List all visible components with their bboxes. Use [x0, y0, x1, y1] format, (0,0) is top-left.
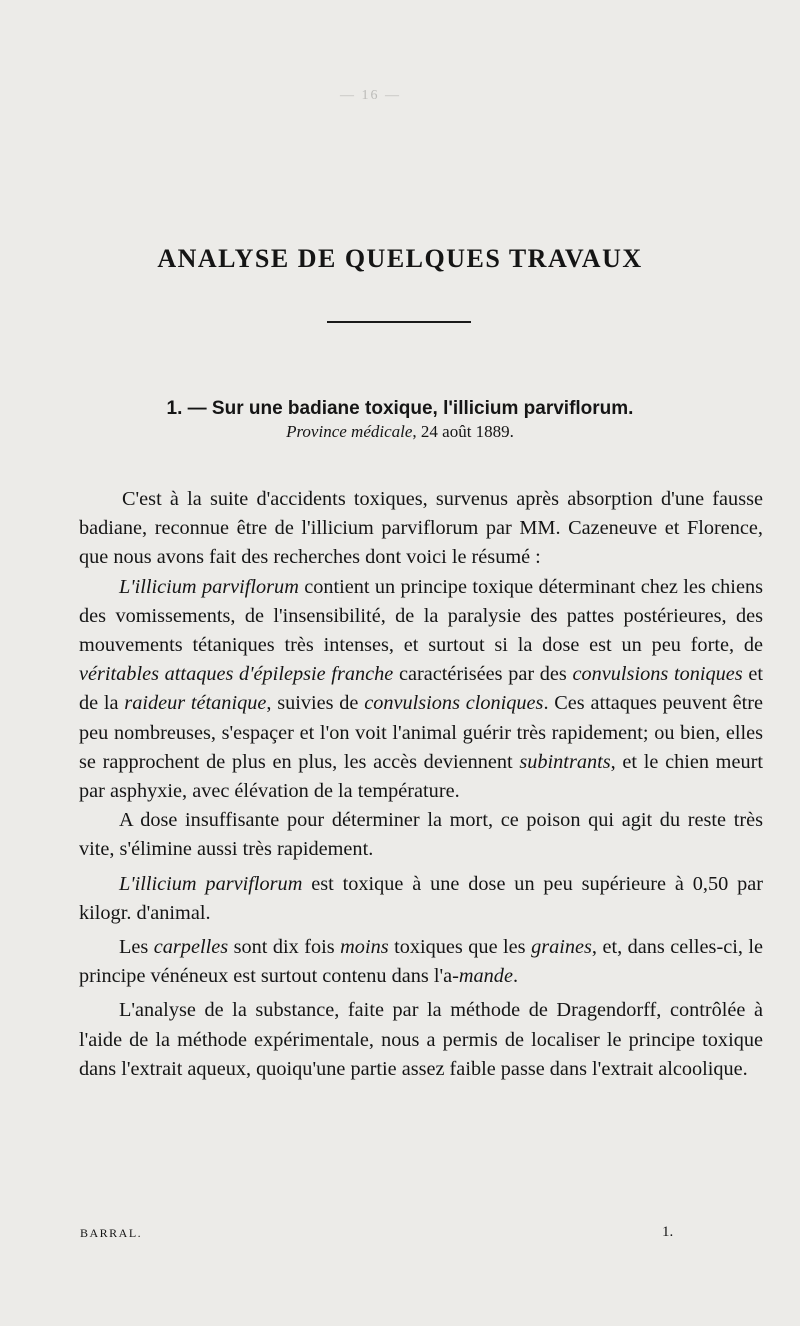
text-run: , suivies de: [266, 692, 365, 715]
text-run: contient un principe toxique déterminant chez les chiens des vomissements, de l'insensibilité, de la paralysie des pattes postérieures, des mouvements tétaniques très intenses, et surtout si la dose est un peu forte, de: [79, 575, 763, 657]
italic-text: graines: [531, 936, 592, 959]
source-date: , 24 août 1889.: [412, 422, 514, 441]
paragraph: [79, 870, 763, 928]
text-run: caractérisées par des: [393, 663, 573, 686]
section-heading: ANALYSE DE QUELQUES TRAVAUX: [157, 244, 643, 273]
paragraph: [79, 996, 763, 1084]
italic-text: convulsions cloniques: [364, 692, 544, 715]
text-run: est toxique à une dose un peu supérieure à 0,50 par kilogr. d'animal.: [79, 872, 763, 924]
footer-signature-mark: 1.: [662, 1224, 674, 1240]
text-run: , et, dans celles-ci, le principe vénéneux est surtout contenu dans l'a-: [79, 936, 764, 988]
text-run: . Ces attaques peuvent être peu nombreuses, s'espaçer et l'on voit l'animal guérir très rapidement; ou bien, elles se rapprochent de plus en plus, les accès deviennent: [79, 692, 764, 773]
text-run: Les: [119, 936, 154, 959]
article-title: 1. — Sur une badiane toxique, l'illicium parviflorum.: [166, 398, 634, 419]
italic-text: convulsions toniques: [572, 663, 743, 686]
article-source: [0, 422, 800, 442]
paragraph: [79, 933, 763, 991]
italic-text: subintrants: [519, 750, 611, 773]
italic-text: raideur tétanique: [124, 692, 267, 715]
text-run: A dose insuffisante pour déterminer la mort, ce poison qui agit du reste très vite, s'élimine aussi très rapidement.: [79, 809, 763, 861]
paragraph: [79, 806, 763, 864]
footer-author: BARRAL.: [80, 1226, 143, 1240]
text-run: , et le chien meurt par asphyxie, avec élévation de la température.: [79, 750, 763, 803]
paragraph: [79, 573, 763, 807]
italic-text: véritables attaques d'épilepsie franche: [79, 663, 394, 686]
italic-text: L'illicium parviflorum: [119, 575, 299, 598]
italic-text: mande: [458, 965, 513, 988]
italic-text: moins: [340, 936, 389, 959]
source-journal: Province médicale: [286, 422, 413, 441]
text-run: sont dix fois: [228, 936, 341, 959]
text-run: toxiques que les: [388, 936, 532, 959]
article-body: [79, 485, 763, 1084]
paragraph: [79, 485, 763, 573]
text-run: et de la: [79, 663, 763, 715]
italic-text: L'illicium parviflorum: [119, 872, 303, 895]
heading-rule: [327, 321, 471, 323]
text-run: L'analyse de la substance, faite par la méthode de Dragendorff, contrôlée à l'aide de la méthode expérimentale, nous a permis de localiser le principe toxique dans l'extrait aqueux, quoiqu'une partie assez faible passe dans l'extrait alcoolique.: [79, 999, 763, 1080]
text-run: C'est à la suite d'accidents toxiques, survenus après absorption d'une fausse badiane, reconnue être de l'illicium parviflorum par MM. Cazeneuve et Florence, que nous avons fait des recherches dont voici le résumé :: [79, 488, 763, 569]
bleed-through-page-number: — 16 —: [340, 88, 401, 103]
italic-text: carpelles: [153, 936, 229, 959]
text-run: .: [512, 965, 519, 988]
